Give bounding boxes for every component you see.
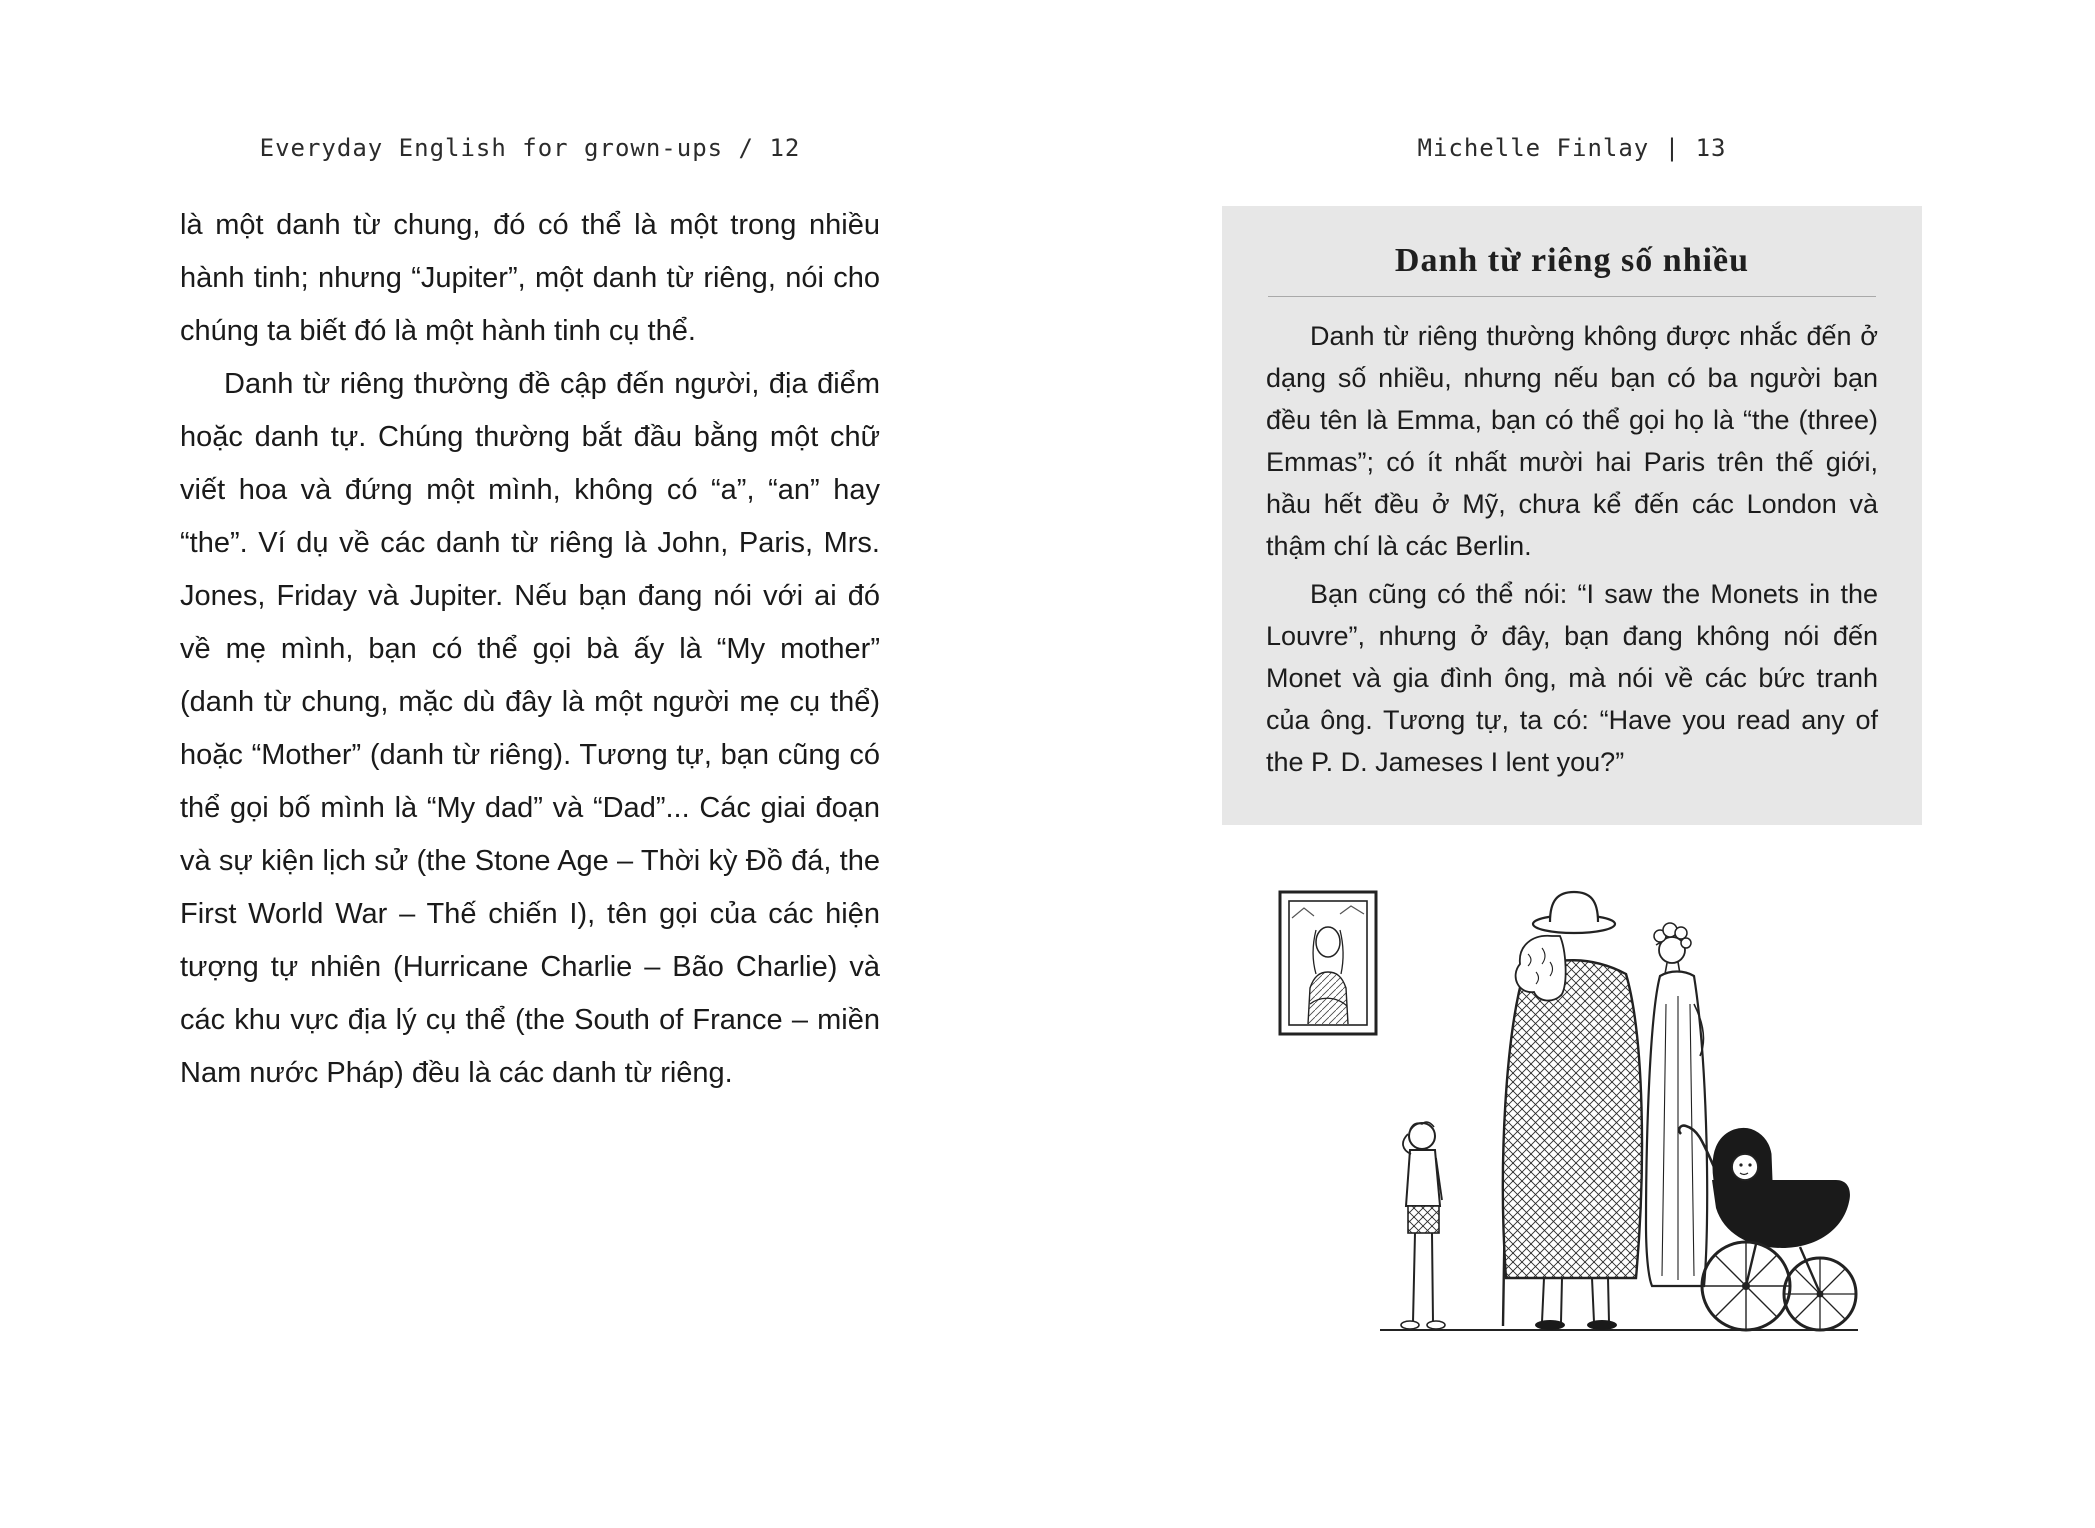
pram-body xyxy=(1712,1180,1850,1248)
mona-lisa-painting xyxy=(1280,892,1376,1034)
baby-head xyxy=(1732,1154,1758,1180)
paragraph: Danh từ riêng thường đề cập đến người, địa điểm hoặc danh tự. Chúng thường bắt đầu bằng một chữ viết hoa và đứng một mình, không có “a”, “an” hay “the”. Ví dụ về các danh từ riêng là John, Paris, Mrs. Jones, Friday và Jupiter. Nếu bạn đang nói với ai đó về mẹ mình, bạn có thể gọi bà ấy là “My mother” (danh từ chung, mặc dù đây là một người mẹ cụ thể) hoặc “Mother” (danh từ riêng). Tương tự, bạn cũng có thể gọi bố mình là “My dad” và “Dad”... Các giai đoạn và sự kiện lịch sử (the Stone Age – Thời kỳ Đồ đá, the First World War – Thế chiến I), tên gọi của các hiện tượng tự nhiên (Hurricane Charlie – Bão Charlie) và các khu vực địa lý cụ thể (the South of France – miền Nam nước Pháp) đều là các danh từ riêng. xyxy=(180,368,880,1089)
beard xyxy=(1516,936,1566,1001)
callout-title: Danh từ riêng số nhiều xyxy=(1394,242,1750,279)
callout-divider xyxy=(1268,296,1876,297)
callout-box xyxy=(1222,206,1922,825)
paragraph: là một danh từ chung, đó có thể là một trong nhiều hành tinh; nhưng “Jupiter”, một danh từ riêng, nói cho chúng ta biết đó là một hành tinh cụ thể. xyxy=(180,209,880,347)
hat-crown xyxy=(1550,892,1598,922)
woman-figure xyxy=(1646,923,1707,1286)
bearded-man-figure xyxy=(1503,892,1642,1330)
running-head-right: Michelle Finlay | 13 xyxy=(1417,134,1727,162)
boy-figure xyxy=(1401,1122,1445,1329)
gallery-cartoon-svg xyxy=(1252,884,1892,1364)
left-page-body xyxy=(180,199,880,1100)
callout-paragraph: Danh từ riêng thường không được nhắc đến ở dạng số nhiều, nhưng nếu bạn có ba người bạn đều tên là Emma, bạn có thể gọi họ là “the (three) Emmas”; có ít nhất mười hai Paris trên thế giới, hầu hết đều ở Mỹ, chưa kể đến các London và thậm chí là các Berlin. xyxy=(1266,321,1878,561)
gallery-cartoon-illustration xyxy=(1252,884,1892,1364)
running-head-left: Everyday English for grown-ups / 12 xyxy=(259,134,801,162)
callout-paragraph: Bạn cũng có thể nói: “I saw the Monets in the Louvre”, nhưng ở đây, bạn đang không nói đến Monet và gia đình ông, mà nói về các bức tranh của ông. Tương tự, ta có: “Have you read any of the P. D. Jameses I lent you?” xyxy=(1266,579,1878,777)
